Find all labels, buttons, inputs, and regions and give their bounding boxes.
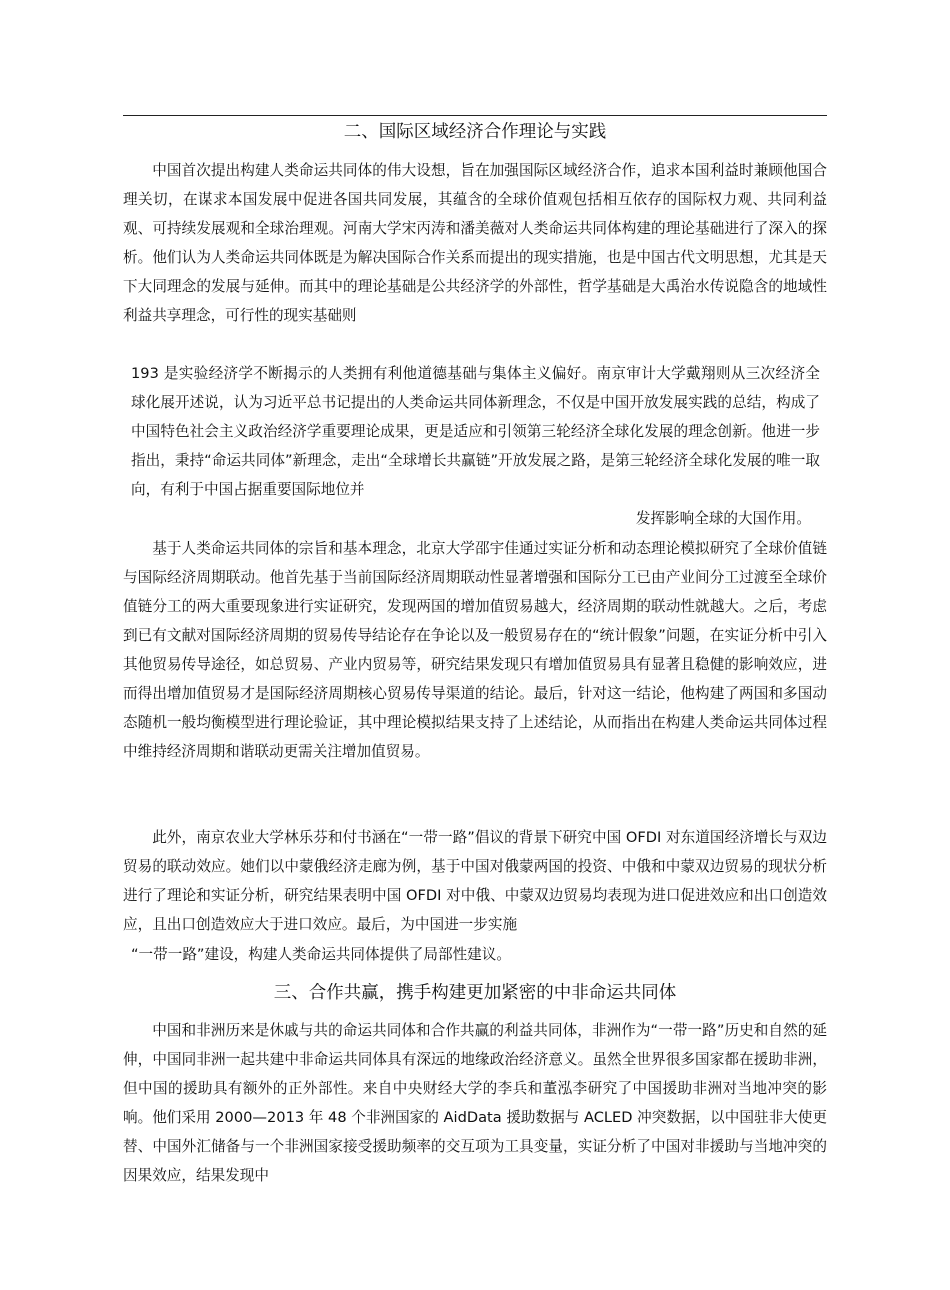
paragraph-end-line: 发挥影响全球的大国作用。 [635, 510, 811, 527]
section-heading: 二、国际区域经济合作理论与实践 [343, 122, 607, 142]
paragraph-end-line: “一带一路”建设，构建人类命运共同体提供了局部性建议。 [131, 946, 511, 963]
paragraph-continued: 193 是实验经济学不断揭示的人类拥有利他道德基础与集体主义偏好。南京审计大学戴翔则从三次经济全球化展开述说，认为习近平总书记提出的人类命运共同体新理念，不仅是中国开放发展实践的总结，构成了中国特色社会主义政治经济学重要理论成果，更是适应和引领第三轮经济全球化发展的理念创新。他进一步指出，秉持“命运共同体”新理念，走出“全球增长共赢链”开放发展之路，是第三轮经济全球化发展的唯一取向，有利于中国占据重要国际地位并 [131, 365, 820, 498]
paragraph: 中国和非洲历来是休戚与共的命运共同体和合作共赢的利益共同体，非洲作为“一带一路”历史和自然的延伸，中国同非洲一起共建中非命运共同体具有深远的地缘政治经济意义。虽然全世界很多国家都在援助非洲，但中国的援助具有额外的正外部性。来自中央财经大学的李兵和董泓李研究了中国援助非洲对当地冲突的影响。他们采用 2000—2013 年 48 个非洲国家的 AidData 援助数据与 ACLED 冲突数据，以中国驻非大使更替、中国外汇储备与一个非洲国家接受援助频率的交互项为工具变量，实证分析了中国对非援助与当地冲突的因果效应，结果发现中 [123, 1022, 827, 1184]
section-heading: 三、合作共赢，携手构建更加紧密的中非命运共同体 [273, 983, 677, 1003]
header-rule [123, 115, 827, 116]
paragraph: 中国首次提出构建人类命运共同体的伟大设想，旨在加强国际区域经济合作，追求本国利益时兼顾他国合理关切，在谋求本国发展中促进各国共同发展，其蕴含的全球价值观包括相互依存的国际权力观、共同利益观、可持续发展观和全球治理观。河南大学宋丙涛和潘美薇对人类命运共同体构建的理论基础进行了深入的探析。他们认为人类命运共同体既是为解决国际合作关系而提出的现实措施，也是中国古代文明思想，尤其是天下大同理念的发展与延伸。而其中的理论基础是公共经济学的外部性，哲学基础是大禹治水传说隐含的地域性利益共享理念，可行性的现实基础则 [123, 162, 827, 324]
paragraph: 此外，南京农业大学林乐芬和付书涵在“一带一路”倡议的背景下研究中国 OFDI 对东道国经济增长与双边贸易的联动效应。她们以中蒙俄经济走廊为例，基于中国对俄蒙两国的投资、中俄和中蒙双边贸易的现状分析进行了理论和实证分析，研究结果表明中国 OFDI 对中俄、中蒙双边贸易均表现为进口促进效应和出口创造效应，且出口创造效应大于进口效应。最后，为中国进一步实施 [123, 829, 827, 933]
paragraph: 基于人类命运共同体的宗旨和基本理念，北京大学邵宇佳通过实证分析和动态理论模拟研究了全球价值链与国际经济周期联动。他首先基于当前国际经济周期联动性显著增强和国际分工已由产业间分工过渡至全球价值链分工的两大重要现象进行实证研究，发现两国的增加值贸易越大，经济周期的联动性就越大。之后，考虑到已有文献对国际经济周期的贸易传导结论存在争论以及一般贸易存在的“统计假象”问题，在实证分析中引入其他贸易传导途径，如总贸易、产业内贸易等，研究结果发现只有增加值贸易具有显著且稳健的影响效应，进而得出增加值贸易才是国际经济周期核心贸易传导渠道的结论。最后，针对这一结论，他构建了两国和多国动态随机一般均衡模型进行理论验证，其中理论模拟结果支持了上述结论，从而指出在构建人类命运共同体过程中维持经济周期和谐联动更需关注增加值贸易。 [123, 540, 827, 760]
